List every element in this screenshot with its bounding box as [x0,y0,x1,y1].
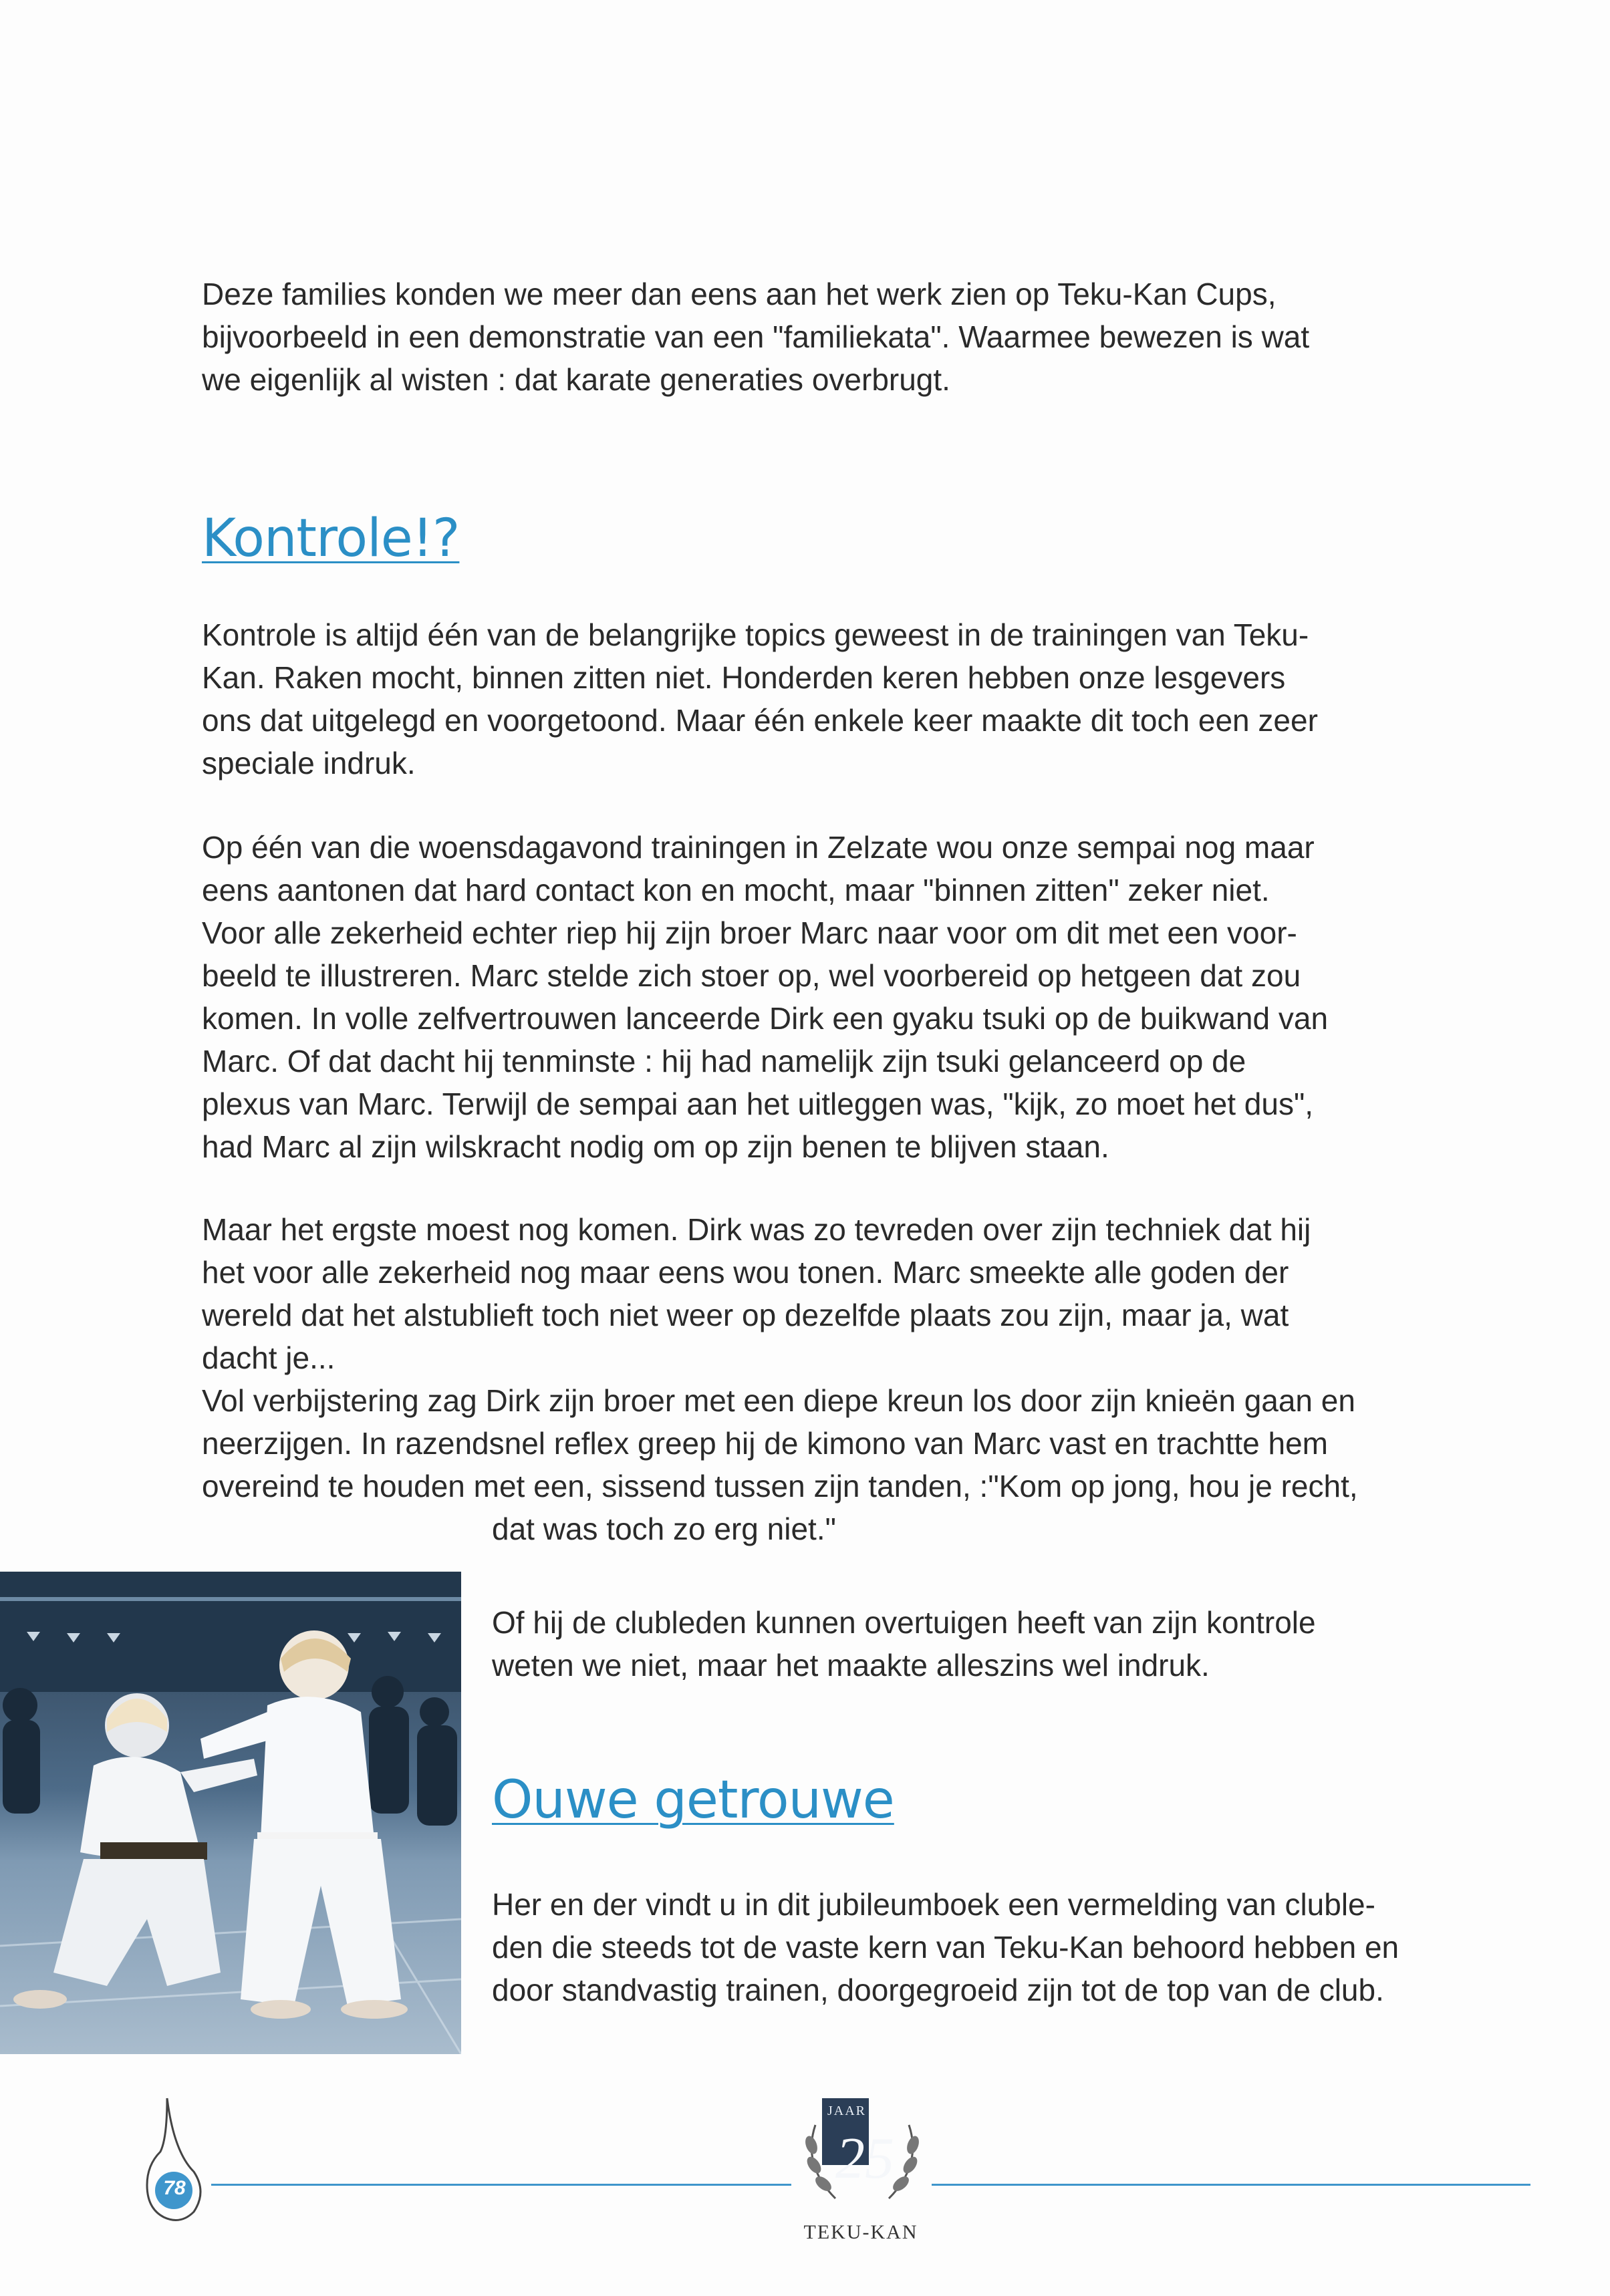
page-number-badge [127,2092,221,2225]
kontrole-paragraph-2: Op één van die woensdagavond trainingen in Zelzate wou onze sempai nog maar eens aantonen dat hard contact kon en mocht, maar "binnen zitten" zeker niet. Voor alle zekerheid echter riep hij zijn broer Marc naar voor om dit met een voor- beeld te illustreren. Marc stelde zich stoer op, wel voorbereid op hetgeen dat zou komen. In volle zelfvertrouwen lanceerde Dirk een gyaku tsuki op de buikwand van Marc. Of dat dacht hij tenminste : hij had namelijk zijn tsuki gelanceerd op de plexus van Marc. Terwijl de sempai aan het uitleggen was, "kijk, zo moet het dus", had Marc al zijn wilskracht nodig om op zijn benen te blijven staan. [202,830,1329,1164]
kontrole-paragraph-1: Kontrole is altijd één van de belangrijke topics geweest in de trainingen van Teku- Kan. Raken mocht, binnen zitten niet. Honderden keren hebben onze lesgevers ons dat uitgelegd en voorgetoond. Maar één enkele keer maakte dit toch een zeer speciale indruk. [202,617,1318,780]
intro-paragraph: Deze families konden we meer dan eens aan het werk zien op Teku-Kan Cups, bijvoorbeeld in een demonstratie van een "familiekata". Waarmee bewezen is wat we eigenlijk al wisten : dat karate generaties overbrugt. [202,277,1310,397]
kontrole-paragraph-3-end: dat was toch zo erg niet." [492,1512,836,1546]
logo-number: 25 [835,2126,894,2191]
logo-word: JAAR [827,2104,867,2118]
karate-photo [0,1572,461,2054]
ouwe-getrouwe-paragraph: Her en der vindt u in dit jubileumboek een vermelding van cluble- den die steeds tot de vaste kern van Teku-Kan behoord hebben en door standvastig trainen, doorgegroeid zijn tot de top van de club. [492,1887,1399,2007]
logo-caption: TEKU-KAN [803,2221,918,2243]
section-title-ouwe-getrouwe: Ouwe getrouwe [492,1770,894,1830]
footer-rule-right [932,2184,1530,2186]
karate-children-image [0,1572,461,2054]
teku-kan-anniversary-logo [795,2085,929,2218]
section-title-kontrole: Kontrole!? [202,509,460,569]
kontrole-paragraph-3: Maar het ergste moest nog komen. Dirk was zo tevreden over zijn techniek dat hij het voor alle zekerheid nog maar eens wou tonen. Marc smeekte alle goden der wereld dat het alstublieft toch niet weer op dezelfde plaats zou zijn, maar ja, wat dacht je... Vol verbijstering zag Dirk zijn broer met een diepe kreun los door zijn knieën gaan en neerzijgen. In razendsnel reflex greep hij de kimono van Marc vast en trachtte hem overeind te houden met een, sissend tussen zijn tanden, :"Kom op jong, hou je recht, [202,1212,1358,1503]
page-number: 78 [163,2177,186,2199]
page-number-flame-icon [127,2092,221,2225]
kontrole-paragraph-4: Of hij de clubleden kunnen overtuigen heeft van zijn kontrole weten we niet, maar het maakte alleszins wel indruk. [492,1605,1316,1683]
footer-rule-left [211,2184,791,2186]
